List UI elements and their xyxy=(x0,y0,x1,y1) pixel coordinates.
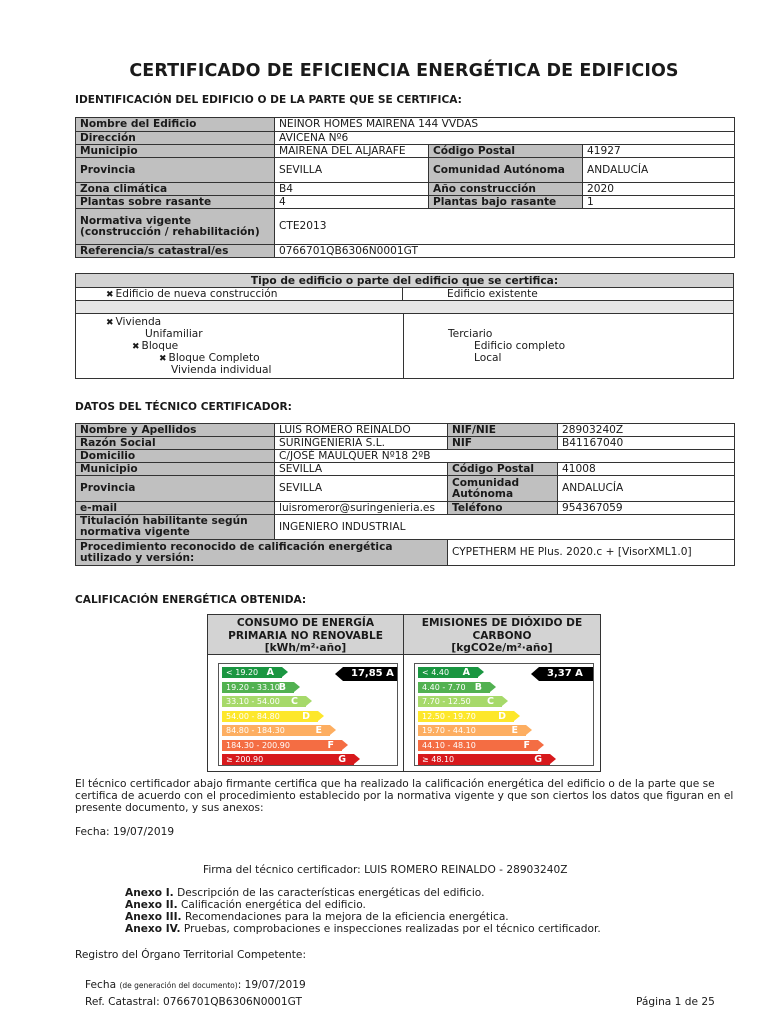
titulacion-value: INGENIERO INDUSTRIAL xyxy=(275,515,735,540)
emisiones-column xyxy=(404,615,600,771)
anexo-1 xyxy=(125,887,484,899)
consumo-range-label: 84.80 - 184.30 xyxy=(226,726,285,735)
check-mark-icon: ✖ xyxy=(159,354,167,364)
footer-fecha-label: Fecha xyxy=(85,979,117,991)
anexo-4-desc: Pruebas, comprobaciones e inspecciones realizadas por el técnico certificador. xyxy=(183,923,601,935)
bloque-label: Bloque xyxy=(141,340,179,352)
consumo-bar-a xyxy=(222,667,282,678)
nombre-edificio-label: Nombre del Edificio xyxy=(76,118,275,132)
procedimiento-value: CYPETHERM HE Plus. 2020.c + [VisorXML1.0] xyxy=(448,540,735,566)
emisiones-rating-pointer: 3,37 A xyxy=(539,667,593,681)
plantas-sobre-rasante-label: Plantas sobre rasante xyxy=(76,196,275,209)
anio-construccion-label: Año construcción xyxy=(429,183,583,196)
anio-construccion-value: 2020 xyxy=(583,183,735,196)
emisiones-range-label: 19.70 - 44.10 xyxy=(422,726,476,735)
consumo-range-label: 19.20 - 33.10 xyxy=(226,682,280,692)
consumo-letter-label: D xyxy=(302,710,310,722)
emisiones-header-line3: [kgCO2e/m²·año] xyxy=(451,642,553,654)
procedimiento-label: Procedimiento reconocido de calificación energética utilizado y versión: xyxy=(76,540,448,566)
municipio-value: MAIRENA DEL ALJARAFE xyxy=(275,145,429,158)
anexo-3 xyxy=(125,911,509,923)
section-calificacion-heading: CALIFICACIÓN ENERGÉTICA OBTENIDA: xyxy=(75,594,307,606)
plantas-sobre-rasante-value: 4 xyxy=(275,196,429,209)
emisiones-letter-label: F xyxy=(523,739,530,751)
consumo-bar-e xyxy=(222,725,330,736)
emisiones-range-label: 44.10 - 48.10 xyxy=(422,740,476,750)
normativa-vigente-label: Normativa vigente (construcción / rehabilitación) xyxy=(76,209,275,245)
emisiones-range-label: 12.50 - 19.70 xyxy=(422,711,476,721)
declaration-paragraph: El técnico certificador abajo firmante certifica que ha realizado la calificación energética del edificio o de la parte que se certifica de acuerdo con el procedimiento establecido por la normativa vigente y que son ciertos los datos que figuran en el presente documento, y sus anexos: xyxy=(75,778,734,814)
emisiones-bar-d xyxy=(418,711,514,722)
anexo-2-desc: Calificación energética del edificio. xyxy=(181,899,366,911)
consumo-range-label: 184.30 - 200.90 xyxy=(226,740,290,750)
consumo-letter-label: B xyxy=(278,681,286,693)
emisiones-bar-c xyxy=(418,696,502,707)
tecnico-ca-label: Comunidad Autónoma xyxy=(448,476,558,502)
codigo-postal-label: Código Postal xyxy=(429,145,583,158)
consumo-bar-d xyxy=(222,711,318,722)
razon-social-value: SURINGENIERIA S.L. xyxy=(275,437,448,450)
anexo-2-title: Anexo II. xyxy=(125,899,178,911)
fecha-text: Fecha: 19/07/2019 xyxy=(75,826,175,838)
referencia-catastral-label: Referencia/s catastral/es xyxy=(76,245,275,258)
zona-climatica-value: B4 xyxy=(275,183,429,196)
anexo-1-desc: Descripción de las características energéticas del edificio. xyxy=(177,887,485,899)
technician-table xyxy=(75,423,735,566)
domicilio-value: C/JOSÉ MAULQUER Nº18 2ºB xyxy=(275,450,735,463)
edificio-existente-label: Edificio existente xyxy=(447,288,538,300)
normativa-vigente-value: CTE2013 xyxy=(275,209,735,245)
consumo-bar-c xyxy=(222,696,306,707)
zona-climatica-label: Zona climática xyxy=(76,183,275,196)
check-mark-icon: ✖ xyxy=(106,318,114,328)
razon-social-label: Razón Social xyxy=(76,437,275,450)
building-type-box xyxy=(75,273,734,379)
telefono-value: 954367059 xyxy=(558,502,735,515)
consumo-header-line3: [kWh/m²·año] xyxy=(264,642,347,654)
footer-ref-catastral: Ref. Catastral: 0766701QB6306N0001GT xyxy=(85,996,302,1008)
building-type-header: Tipo de edificio o parte del edificio que se certifica: xyxy=(76,274,733,288)
consumo-letter-label: G xyxy=(338,754,346,765)
edificio-completo-label: Edificio completo xyxy=(474,340,566,352)
footer-fecha-value: : 19/07/2019 xyxy=(237,979,306,991)
tecnico-municipio-label: Municipio xyxy=(76,463,275,476)
emisiones-letter-label: E xyxy=(511,725,518,736)
consumo-header xyxy=(208,615,403,655)
comunidad-autonoma-value: ANDALUCÍA xyxy=(583,158,735,183)
tecnico-cp-value: 41008 xyxy=(558,463,735,476)
vivienda-label: Vivienda xyxy=(115,316,162,328)
section-tecnico-heading: DATOS DEL TÉCNICO CERTIFICADOR: xyxy=(75,401,292,413)
section-identificacion-heading: IDENTIFICACIÓN DEL EDIFICIO O DE LA PARTE QUE SE CERTIFICA: xyxy=(75,94,462,106)
emisiones-range-label: ≥ 48.10 xyxy=(422,755,455,764)
tecnico-provincia-value: SEVILLA xyxy=(275,476,448,502)
consumo-rating-pointer: 17,85 A xyxy=(343,667,397,681)
emisiones-header-line1: EMISIONES DE DIÓXIDO DE xyxy=(421,617,583,629)
direccion-label: Dirección xyxy=(76,132,275,145)
email-label: e-mail xyxy=(76,502,275,515)
comunidad-autonoma-label: Comunidad Autónoma xyxy=(429,158,583,183)
emisiones-range-label: < 4.40 xyxy=(422,668,450,677)
plantas-bajo-rasante-label: Plantas bajo rasante xyxy=(429,196,583,209)
consumo-bar-g xyxy=(222,754,354,765)
emisiones-header xyxy=(404,615,600,655)
emisiones-bar-a xyxy=(418,667,478,678)
anexo-4-title: Anexo IV. xyxy=(125,923,181,935)
consumo-bar-b xyxy=(222,682,294,693)
consumo-letter-label: F xyxy=(327,739,334,751)
titulacion-label: Titulación habilitante según normativa vigente xyxy=(76,515,275,540)
registro-text: Registro del Órgano Territorial Competente: xyxy=(75,949,307,961)
consumo-letter-label: C xyxy=(291,696,298,707)
terciario-label: Terciario xyxy=(448,328,493,340)
provincia-value: SEVILLA xyxy=(275,158,429,183)
consumo-header-line1: CONSUMO DE ENERGÍA xyxy=(236,617,375,629)
emisiones-rating-scale xyxy=(414,663,594,766)
option-nueva-construccion xyxy=(76,288,403,300)
telefono-label: Teléfono xyxy=(448,502,558,515)
nif-nie-label: NIF/NIE xyxy=(448,424,558,437)
emisiones-letter-label: D xyxy=(498,710,506,722)
emisiones-range-label: 4.40 - 7.70 xyxy=(422,682,466,692)
consumo-range-label: < 19.20 xyxy=(226,668,259,677)
tecnico-cp-label: Código Postal xyxy=(448,463,558,476)
tecnico-nombre-value: LUIS ROMERO REINALDO xyxy=(275,424,448,437)
nif-label: NIF xyxy=(448,437,558,450)
referencia-catastral-value: 0766701QB6306N0001GT xyxy=(275,245,735,258)
emisiones-letter-label: B xyxy=(474,681,482,693)
check-mark-icon: ✖ xyxy=(132,342,140,352)
nif-value: B41167040 xyxy=(558,437,735,450)
tecnico-ca-value: ANDALUCÍA xyxy=(558,476,735,502)
emisiones-letter-label: C xyxy=(487,696,494,707)
provincia-label: Provincia xyxy=(76,158,275,183)
footer-page-number: Página 1 de 25 xyxy=(636,996,715,1008)
consumo-header-line2: PRIMARIA NO RENOVABLE xyxy=(228,629,383,642)
emisiones-bar-e xyxy=(418,725,526,736)
vivienda-individual-label: Vivienda individual xyxy=(171,364,272,376)
local-label: Local xyxy=(474,352,502,364)
emisiones-range-label: 7.70 - 12.50 xyxy=(422,697,471,706)
consumo-letter-label: A xyxy=(266,667,274,678)
emisiones-letter-label: G xyxy=(534,754,542,765)
building-identification-table xyxy=(75,117,735,258)
codigo-postal-value: 41927 xyxy=(583,145,735,158)
municipio-label: Municipio xyxy=(76,145,275,158)
consumo-range-label: 54.00 - 84.80 xyxy=(226,711,280,721)
tecnico-nombre-label: Nombre y Apellidos xyxy=(76,424,275,437)
firma-text: Firma del técnico certificador: LUIS ROMERO REINALDO - 28903240Z xyxy=(203,864,568,876)
direccion-value: AVICENA Nº6 xyxy=(275,132,735,145)
bloque-completo-label: Bloque Completo xyxy=(168,352,260,364)
energy-rating-panel xyxy=(207,614,601,772)
unifamiliar-label: Unifamiliar xyxy=(145,328,203,340)
consumo-range-label: ≥ 200.90 xyxy=(226,755,264,764)
consumo-rating-scale xyxy=(218,663,398,766)
tecnico-municipio-value: SEVILLA xyxy=(275,463,448,476)
nueva-construccion-label: Edificio de nueva construcción xyxy=(115,288,278,300)
emisiones-header-line2: CARBONO xyxy=(472,629,532,642)
domicilio-label: Domicilio xyxy=(76,450,275,463)
footer-fecha-note: (de generación del documento) xyxy=(119,981,238,990)
check-mark-icon: ✖ xyxy=(106,290,114,300)
footer-fecha xyxy=(85,979,306,992)
emisiones-bar-f xyxy=(418,740,538,751)
emisiones-bar-g xyxy=(418,754,550,765)
emisiones-bar-b xyxy=(418,682,490,693)
consumo-range-label: 33.10 - 54.00 xyxy=(226,697,280,706)
consumo-column xyxy=(208,615,404,771)
emisiones-letter-label: A xyxy=(462,667,470,678)
document-title: CERTIFICADO DE EFICIENCIA ENERGÉTICA DE EDIFICIOS xyxy=(129,61,679,81)
anexo-1-title: Anexo I. xyxy=(125,887,174,899)
consumo-letter-label: E xyxy=(315,725,322,736)
nif-nie-value: 28903240Z xyxy=(558,424,735,437)
anexo-3-desc: Recomendaciones para la mejora de la eficiencia energética. xyxy=(184,911,509,923)
anexo-3-title: Anexo III. xyxy=(125,911,182,923)
anexo-4 xyxy=(125,923,601,935)
email-value: luisromeror@suringenieria.es xyxy=(275,502,448,515)
consumo-bar-f xyxy=(222,740,342,751)
plantas-bajo-rasante-value: 1 xyxy=(583,196,735,209)
anexo-2 xyxy=(125,899,366,911)
nombre-edificio-value: NEINOR HOMES MAIRENA 144 VVDAS xyxy=(275,118,735,132)
tecnico-provincia-label: Provincia xyxy=(76,476,275,502)
